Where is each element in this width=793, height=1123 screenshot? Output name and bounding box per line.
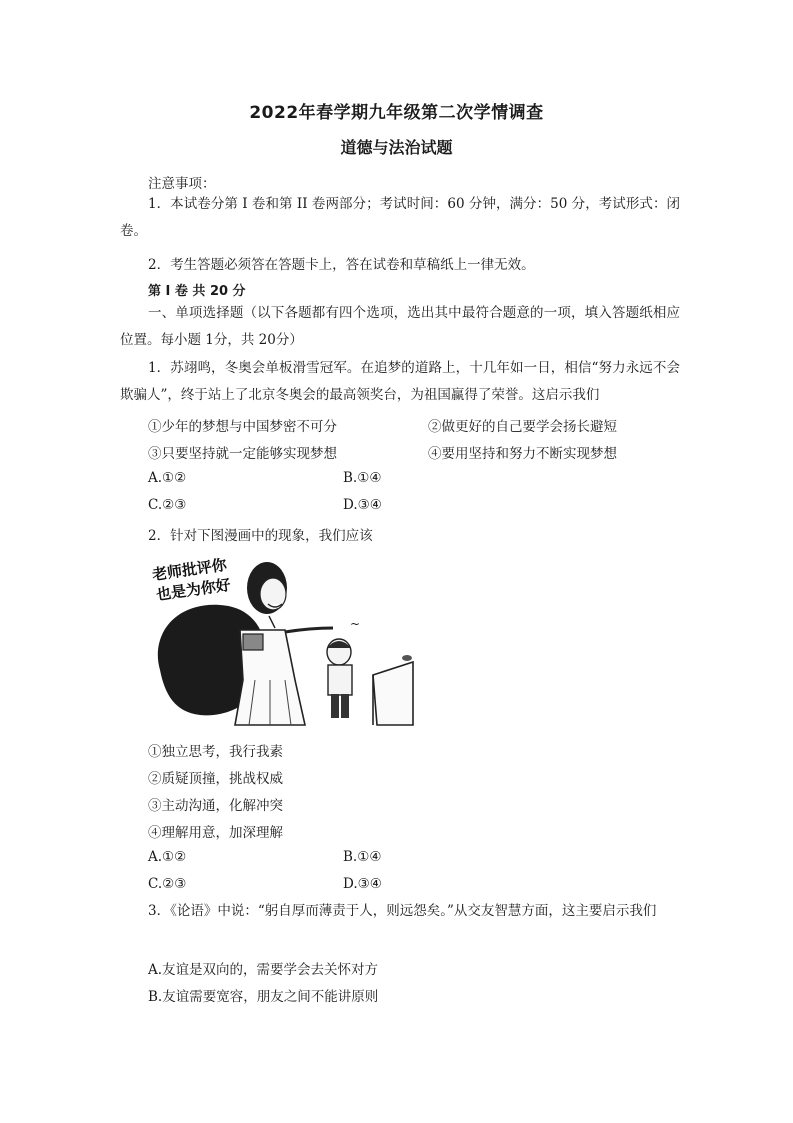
q2-statement-1: ①独立思考，我行我素 xyxy=(148,744,283,760)
section-instructions: 一、单项选择题（以下各题都有四个选项，选出其中最符合题意的一项，填入答题纸相应位置。每小题 1分，共 20分） xyxy=(120,305,680,348)
notice-heading: 注意事项： xyxy=(148,176,216,192)
exam-subtitle: 道德与法治试题 xyxy=(340,138,453,157)
cartoon-caption-line-2: 也是为你好 xyxy=(155,575,232,604)
q2-statement-3: ③主动沟通，化解冲突 xyxy=(148,798,283,814)
q1-statement-4: ④要用坚持和努力不断实现梦想 xyxy=(428,446,617,462)
notice-item-2: 2．考生答题必须答在答题卡上，答在试卷和草稿纸上一律无效。 xyxy=(148,257,535,273)
cartoon-caption-line-1: 老师批评你 xyxy=(151,555,228,584)
q1-option-b: B.①④ xyxy=(343,470,382,486)
q1-option-a: A.①② xyxy=(148,470,187,486)
q2-option-b: B.①④ xyxy=(343,849,382,865)
q3-option-a: A.友谊是双向的，需要学会去关怀对方 xyxy=(148,962,379,978)
question-3-stem: 3．《论语》中说：“躬自厚而薄责于人，则远怨矣。”从交友智慧方面，这主要启示我们 xyxy=(148,903,657,919)
q2-statement-4: ④理解用意，加深理解 xyxy=(148,825,283,841)
question-1-stem: 1．苏翊鸣，冬奥会单板滑雪冠军。在追梦的道路上，十几年如一日，相信“努力永远不会欺骗人”，终于站上了北京冬奥会的最高领奖台，为祖国赢得了荣誉。这启示我们 xyxy=(120,360,680,403)
q1-statement-3: ③只要坚持就一定能够实现梦想 xyxy=(148,446,337,462)
question-2-stem: 2．针对下图漫画中的现象，我们应该 xyxy=(148,528,373,544)
q1-statement-2: ②做更好的自己要学会扬长避短 xyxy=(428,419,617,435)
exam-title: 2022年春学期九年级第二次学情调查 xyxy=(249,103,544,123)
q3-option-b: B.友谊需要宽容，朋友之间不能讲原则 xyxy=(148,989,379,1005)
teacher-criticism-cartoon xyxy=(145,550,415,728)
q1-statement-1: ①少年的梦想与中国梦密不可分 xyxy=(148,419,337,435)
notice-item-1: 1．本试卷分第 I 卷和第 II 卷两部分；考试时间：60 分钟，满分：50 分，考试形式：闭卷。 xyxy=(120,196,680,239)
svg-text:~: ~ xyxy=(350,617,361,631)
section-heading: 第 I 卷 共 20 分 xyxy=(148,284,246,299)
q1-option-c: C.②③ xyxy=(148,497,187,513)
q2-option-a: A.①② xyxy=(148,849,187,865)
q2-option-c: C.②③ xyxy=(148,876,187,892)
q1-option-d: D.③④ xyxy=(343,497,382,513)
q2-option-d: D.③④ xyxy=(343,876,382,892)
q2-statement-2: ②质疑顶撞，挑战权威 xyxy=(148,771,283,787)
